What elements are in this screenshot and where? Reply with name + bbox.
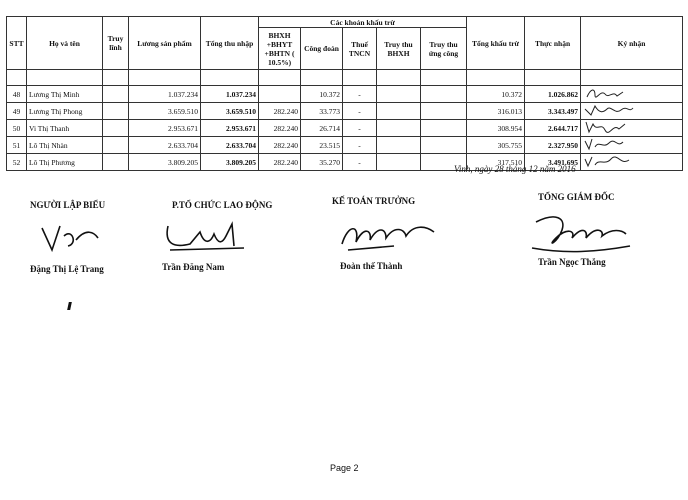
row-signature-icon xyxy=(583,103,643,117)
cell-truy-linh xyxy=(103,120,129,137)
signature-name-labor: Trần Đăng Nam xyxy=(162,262,225,272)
row-signature-icon xyxy=(583,154,643,168)
cell-ky-nhan xyxy=(581,86,683,103)
cell-tong-thu-nhap: 3.659.510 xyxy=(201,103,259,120)
cell-ky-nhan xyxy=(581,154,683,171)
cell-truy-thu-ung xyxy=(421,120,467,137)
date-line: Vinh, ngày 28 tháng 12 năm 2016 xyxy=(454,164,576,174)
cell-stt: 49 xyxy=(7,103,27,120)
cell-truy-thu-bhxh xyxy=(377,137,421,154)
cell-thue: - xyxy=(343,154,377,171)
cell-thuc-nhan: 2.644.717 xyxy=(525,120,581,137)
cell-luong-sp: 2.633.704 xyxy=(129,137,201,154)
cell-truy-linh xyxy=(103,154,129,171)
header-truy-thu-ung: Truy thu ứng công xyxy=(421,28,467,70)
cell-stt: 51 xyxy=(7,137,27,154)
header-truy-thu-bhxh: Truy thu BHXH xyxy=(377,28,421,70)
cell-tong-khau-tru: 305.755 xyxy=(467,137,525,154)
page-top-edge xyxy=(0,0,688,14)
cell-thuc-nhan: 3.343.497 xyxy=(525,103,581,120)
header-ky-nhan: Ký nhận xyxy=(581,17,683,70)
header-bhxh: BHXH +BHYT +BHTN ( 10.5%) xyxy=(259,28,301,70)
signature-chief-accountant-icon xyxy=(334,214,444,256)
cell-stt: 52 xyxy=(7,154,27,171)
cell-luong-sp: 1.037.234 xyxy=(129,86,201,103)
cell-thue: - xyxy=(343,86,377,103)
cell-name: Lô Thị Nhàn xyxy=(27,137,103,154)
cell-tong-khau-tru: 308.954 xyxy=(467,120,525,137)
header-khau-tru-group: Các khoản khấu trừ xyxy=(259,17,467,28)
cell-cong-doan: 33.773 xyxy=(301,103,343,120)
header-truy-linh: Truy lĩnh xyxy=(103,17,129,70)
header-thuc-nhan: Thực nhận xyxy=(525,17,581,70)
header-stt: STT xyxy=(7,17,27,70)
signature-labor-icon xyxy=(160,214,250,258)
cell-truy-thu-ung xyxy=(421,137,467,154)
stray-ink-mark xyxy=(67,302,72,310)
row-signature-icon xyxy=(583,137,643,151)
cell-truy-thu-ung xyxy=(421,86,467,103)
cell-truy-thu-bhxh xyxy=(377,103,421,120)
payroll-table xyxy=(6,16,683,171)
signature-title-labor: P.TỔ CHỨC LAO ĐỘNG xyxy=(172,200,273,210)
cell-thue: - xyxy=(343,120,377,137)
cell-cong-doan: 26.714 xyxy=(301,120,343,137)
header-tong-thu-nhap: Tổng thu nhập xyxy=(201,17,259,70)
cell-thuc-nhan: 3.491.695 xyxy=(525,154,581,171)
signature-title-general-director: TỔNG GIÁM ĐỐC xyxy=(538,192,615,202)
row-signature-icon xyxy=(583,120,643,134)
cell-ky-nhan xyxy=(581,137,683,154)
row-signature-icon xyxy=(583,86,643,100)
cell-truy-thu-ung xyxy=(421,103,467,120)
cell-name: Vi Thị Thanh xyxy=(27,120,103,137)
cell-truy-linh xyxy=(103,103,129,120)
cell-stt: 50 xyxy=(7,120,27,137)
cell-ky-nhan xyxy=(581,120,683,137)
cell-bhxh: 282.240 xyxy=(259,154,301,171)
signature-name-preparer: Đặng Thị Lệ Trang xyxy=(30,264,104,274)
cell-cong-doan: 10.372 xyxy=(301,86,343,103)
page-number: Page 2 xyxy=(330,463,359,473)
table-row xyxy=(7,137,683,154)
cell-truy-thu-bhxh xyxy=(377,86,421,103)
cell-bhxh: 282.240 xyxy=(259,137,301,154)
signature-title-preparer: NGƯỜI LẬP BIỂU xyxy=(30,200,106,210)
header-cong-doan: Công đoàn xyxy=(301,28,343,70)
cell-tong-thu-nhap: 2.953.671 xyxy=(201,120,259,137)
cell-tong-khau-tru: 10.372 xyxy=(467,86,525,103)
cell-luong-sp: 3.809.205 xyxy=(129,154,201,171)
table-spacer-row xyxy=(7,70,683,86)
signature-preparer-icon xyxy=(38,220,108,256)
table-row xyxy=(7,120,683,137)
cell-truy-thu-bhxh xyxy=(377,120,421,137)
cell-luong-sp: 2.953.671 xyxy=(129,120,201,137)
header-tong-khau-tru: Tổng khấu trừ xyxy=(467,17,525,70)
cell-name: Lương Thị Phong xyxy=(27,103,103,120)
cell-tong-khau-tru: 317.510 xyxy=(467,154,525,171)
cell-truy-thu-bhxh xyxy=(377,154,421,171)
cell-cong-doan: 35.270 xyxy=(301,154,343,171)
header-luong-san-pham: Lương sản phẩm xyxy=(129,17,201,70)
cell-thue: - xyxy=(343,103,377,120)
cell-bhxh xyxy=(259,86,301,103)
signature-title-chief-accountant: KẾ TOÁN TRƯỞNG xyxy=(332,196,416,206)
cell-thue: - xyxy=(343,137,377,154)
cell-stt: 48 xyxy=(7,86,27,103)
cell-tong-khau-tru: 316.013 xyxy=(467,103,525,120)
cell-thuc-nhan: 1.026.862 xyxy=(525,86,581,103)
cell-truy-linh xyxy=(103,86,129,103)
table-row xyxy=(7,103,683,120)
cell-luong-sp: 3.659.510 xyxy=(129,103,201,120)
cell-thuc-nhan: 2.327.950 xyxy=(525,137,581,154)
cell-name: Lương Thị Minh xyxy=(27,86,103,103)
cell-bhxh: 282.240 xyxy=(259,120,301,137)
header-name: Họ và tên xyxy=(27,17,103,70)
header-thue: Thuế TNCN xyxy=(343,28,377,70)
cell-cong-doan: 23.515 xyxy=(301,137,343,154)
cell-tong-thu-nhap: 3.809.205 xyxy=(201,154,259,171)
table-row xyxy=(7,86,683,103)
table-row xyxy=(7,154,683,171)
cell-tong-thu-nhap: 2.633.704 xyxy=(201,137,259,154)
cell-ky-nhan xyxy=(581,103,683,120)
cell-truy-linh xyxy=(103,137,129,154)
signature-general-director-icon xyxy=(526,208,636,256)
cell-tong-thu-nhap: 1.037.234 xyxy=(201,86,259,103)
signature-name-chief-accountant: Đoàn thế Thành xyxy=(340,261,403,271)
signature-name-general-director: Trần Ngọc Thắng xyxy=(538,257,606,267)
cell-name: Lô Thị Phương xyxy=(27,154,103,171)
cell-bhxh: 282.240 xyxy=(259,103,301,120)
